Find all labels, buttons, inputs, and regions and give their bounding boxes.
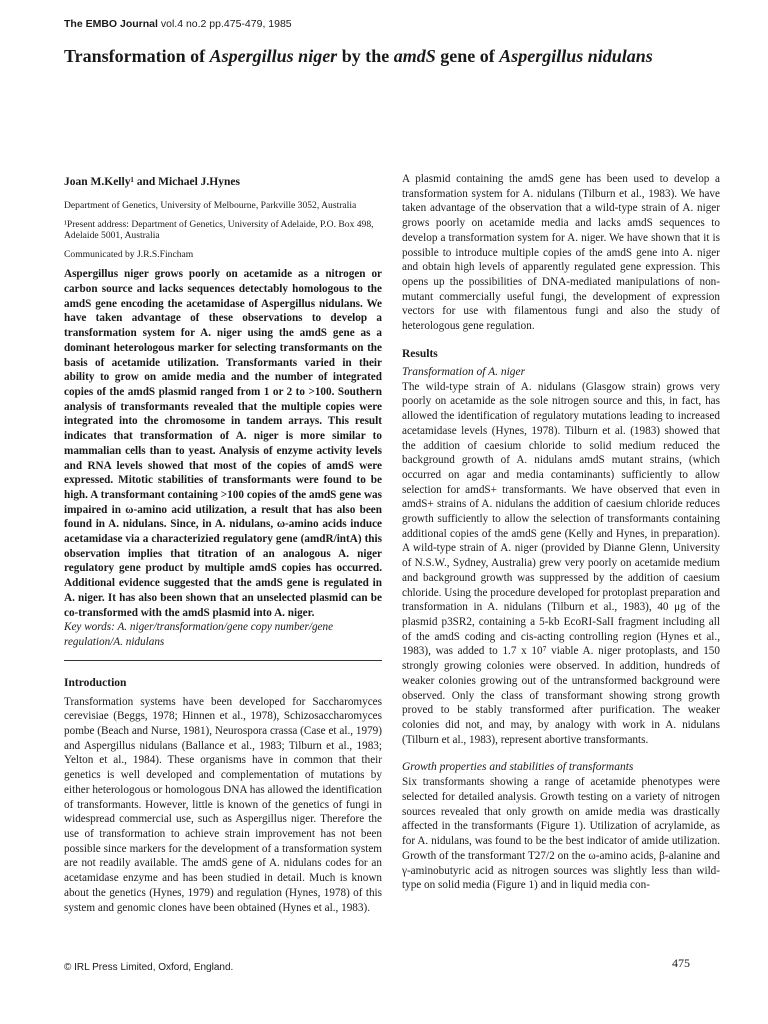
- subsection-transformation: Transformation of A. niger: [402, 365, 526, 378]
- intro-continuation: A plasmid containing the amdS gene has been used to develop a transformation system for A. nidulans (Tilburn et al., 1983). We have taken advantage of the observation that a wild-type strain of A. niger grows poorly on acetamide media and lacks amdS sequences to develop a transformation system for A. niger. We have shown that it is possible to introduce multiple copies of the amdS gene into A. niger and obtain high levels of apparently regulated gene expression. This opens up the possibilities of DNA-mediated manipulations of non-mutant commercially useful fungi, the development of expression vectors for use with filamentous fungi and also the study of heterologous gene regulation.: [402, 173, 720, 333]
- results-text-1: The wild-type strain of A. nidulans (Glasgow strain) grows very poorly on acetamide as the sole nitrogen source and this, in fact, has allowed the identification of regulatory mutations leading to increased acetamidase levels (Hynes, 1978). Tilburn et al. (1983) showed that the addition of caesium chloride to solid medium reduced the background growth of A. nidulans amdS mutant strains, (which occurred on agar and media contaminants) sufficiently to allow selection for amdS+ transformants. We have observed that even in amdS+ strains of A. nidulans the addition of caesium chloride reduces growth sufficiently to allow the selection of transformants containing additional copies of the amdS gene (Kelly and Hynes, in preparation). A wild-type strain of A. niger (provided by Dianne Glenn, University of N.S.W., Sydney, Australia) grew very poorly on acetamide medium and background growth was suppressed by the addition of caesium chloride. Using the procedure developed for protoplast preparation and transformation in A. nidulans (Tilburn et al., 1983), 40 μg of the plasmid p3SR2, containing a 5-kb EcoRI-SalI fragment including all of the amdS coding and cis-acting controlling region (Hynes et al., 1983), was added to 1.7 x 10⁷ viable A. niger protoplasts, and 150 strongly growing colonies were observed. In addition, hundreds of weaker colonies growing out of the untransformed background were observed. Only the class of transformant showing strong growth proved to be stably transformed after purification. The weaker colonies did not, and may, by analogy with work in A. nidulans (Tilburn et al., 1983), represent abortive transformants.: [402, 380, 720, 746]
- right-column: [402, 172, 720, 907]
- introduction-text: Transformation systems have been developed for Saccharomyces cerevisiae (Beggs, 1978; Hinnen et al., 1978), Schizosaccharomyces pombe (Beach and Nurse, 1981), Neurospora crassa (Case et al., 1979) and Aspergillus nidulans (Ballance et al., 1983; Tilburn et al., 1983; Yelton et al., 1984). These organisms have in common that their genetics is well developed and complementation of mutations by either heterologous or homologous DNA has allowed the identification of transformants. However, little is known of the genetics of fungi in widespread commercial use, such as Aspergillus niger. Therefore the use of transformation to achieve strain improvement has not been possible since markers for the development of a transformation system are not readily available. The amdS gene of A. nidulans codes for an acetamidase enzyme and has been studied in detail. Much is known about the genetics (Hynes, 1979) and regulation (Hynes, 1978) of this system and genomic clones have been obtained (Hynes et al., 1983).: [64, 695, 382, 914]
- title-organism-2: Aspergillus nidulans: [499, 46, 653, 66]
- copyright: © IRL Press Limited, Oxford, England.: [64, 962, 234, 973]
- keywords: Key words: A. niger/transformation/gene copy number/gene regulation/A. nidulans: [64, 621, 334, 648]
- communicated-by: Communicated by J.R.S.Fincham: [64, 248, 194, 260]
- title-organism-1: Aspergillus niger: [209, 46, 338, 66]
- affiliation: Department of Genetics, University of Melbourne, Parkville 3052, Australia: [64, 200, 357, 211]
- journal-name: The EMBO Journal: [64, 18, 158, 30]
- title-text-3: gene of: [435, 46, 500, 66]
- present-address: ¹Present address: Department of Genetics, University of Adelaide, P.O. Box 498, Adelaide 5001, Australia: [64, 218, 374, 242]
- journal-citation: vol.4 no.2 pp.475-479, 1985: [160, 18, 292, 30]
- left-column: [64, 176, 382, 925]
- authors: Joan M.Kelly¹ and Michael J.Hynes: [64, 176, 240, 188]
- page-number: 475: [672, 956, 690, 970]
- subsection-growth: Growth properties and stabilities of transformants: [402, 761, 634, 774]
- introduction-heading: Introduction: [64, 676, 127, 689]
- results-text-2: Six transformants showing a range of acetamide phenotypes were selected for detailed analysis. Growth testing on a variety of nitrogen sources revealed that only growth on amide media was drastically affected in the transformants (Figure 1). Utilization of acrylamide, as for A. nidulans, was found to be the best indicator of amide utilization. Growth of the transformant T27/2 on the ω-amino acids, β-alanine and γ-aminobutyric acid as nitrogen sources was slightly less than wild-type on solid media (Figure 1) and in liquid media con-: [402, 776, 720, 892]
- results-heading: Results: [402, 347, 438, 360]
- journal-header: [64, 18, 292, 30]
- title-text-1: Transformation of: [64, 46, 210, 66]
- paper-title: [64, 46, 704, 67]
- title-gene: amdS: [393, 46, 436, 66]
- abstract: Aspergillus niger grows poorly on acetamide as a nitrogen or carbon source and lacks sequences detectably homologous to the amdS gene encoding the acetamidase of Aspergillus nidulans. We have taken advantage of these observations to develop a transformation system for A. niger using the amdS gene as a dominant heterologous marker for selecting transformants on the basis of acetamide utilization. Transformants varied in their ability to grow on amide media and the number of integrated copies of the amdS plasmid ranged from 1 or 2 to >100. Southern analysis of transformants revealed that the multiple copies were integrated into the chromosome in tandem arrays. This result indicates that transformation of A. niger is more similar to mammalian cells than to yeast. Analysis of enzyme activity levels and RNA levels showed that most of the copies of amdS were expressed. Mitotic stabilities of transformants were found to be high. A transformant containing >100 copies of the amdS gene was impaired in ω-amino acid utilization, a result that has also been found in A. nidulans. Since, in A. nidulans, ω-amino acids induce acetamidase via a characterizied regulatory gene (amdR/intA) this observation implies that titration of an analogous A. niger regulatory gene product by multiple amdS copies has occurred. Additional evidence suggested that the amdS gene is regulated in A. niger. It has also been shown that an unselected plasmid can be co-transformed with the amdS plasmid into A. niger.: [64, 268, 382, 619]
- section-divider: [64, 660, 382, 661]
- title-text-2: by the: [337, 46, 394, 66]
